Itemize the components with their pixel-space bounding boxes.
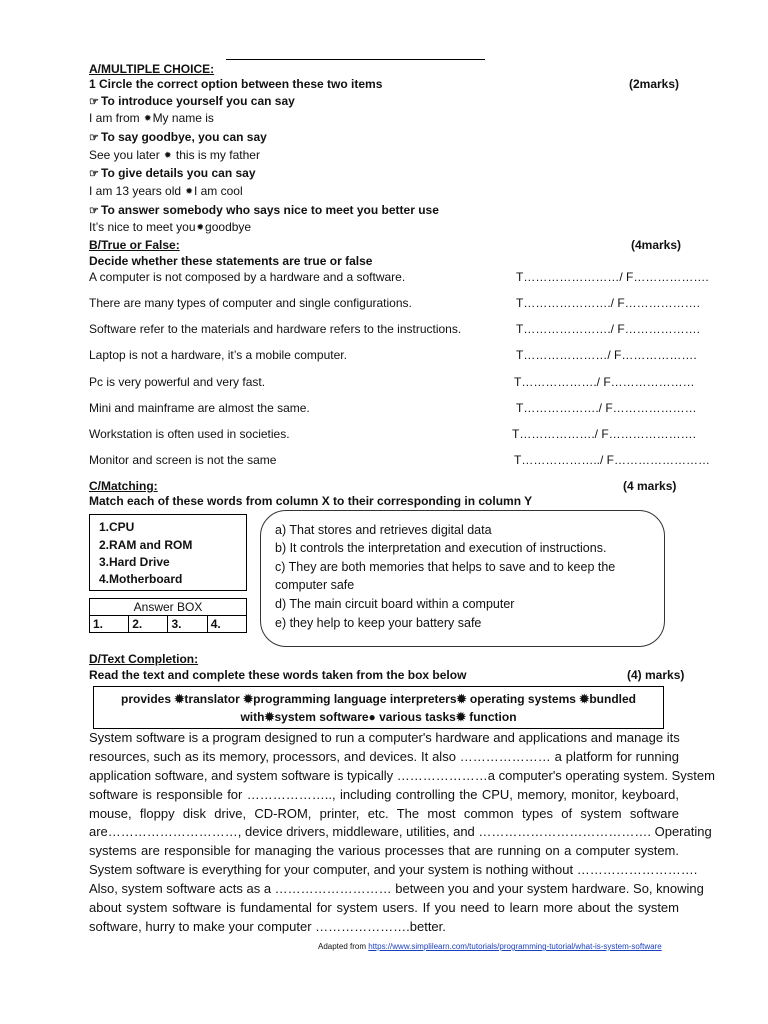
column-x-item: 1.CPU bbox=[99, 520, 135, 534]
paragraph-line: mouse, floppy disk drive, CD-ROM, printer, etc. The most common types of system software bbox=[89, 805, 679, 821]
column-x-box bbox=[89, 514, 247, 591]
option-two[interactable]: I am cool bbox=[193, 184, 243, 198]
question-prompt: ☞ To introduce yourself you can say bbox=[89, 94, 295, 108]
section-a-marks: (2marks) bbox=[629, 77, 680, 91]
answer-slot[interactable]: 1. bbox=[90, 616, 129, 633]
word-box-line: with✹system software● various tasks✹ function bbox=[240, 710, 517, 724]
section-d-heading: D/Text Completion: bbox=[89, 652, 199, 666]
question-prompt: ☞ To say goodbye, you can say bbox=[89, 130, 267, 144]
option-two[interactable]: My name is bbox=[152, 111, 214, 125]
bullet-dot-icon: ✹ bbox=[164, 150, 172, 160]
true-false-answer[interactable]: T………………./ F………………… bbox=[514, 375, 695, 389]
completion-paragraph bbox=[89, 729, 715, 937]
column-x-item: 2.RAM and ROM bbox=[99, 538, 193, 552]
section-c-instruction: Match each of these words from column X to their corresponding in column Y bbox=[89, 494, 533, 508]
answer-box-title: Answer BOX bbox=[90, 599, 247, 616]
paragraph-line: software, hurry to make your computer ………………….better. bbox=[89, 918, 446, 934]
name-line[interactable] bbox=[226, 59, 485, 60]
true-false-answer[interactable]: T…………………/ F………………. bbox=[516, 348, 697, 362]
pointing-hand-icon: ☞ bbox=[89, 96, 99, 108]
section-a-heading: A/MULTIPLE CHOICE: bbox=[89, 62, 215, 76]
statement-text: Pc is very powerful and very fast. bbox=[89, 375, 266, 389]
section-d-instruction: Read the text and complete these words taken from the box below bbox=[89, 668, 467, 682]
pointing-hand-icon: ☞ bbox=[89, 205, 99, 217]
answer-slot[interactable]: 2. bbox=[129, 616, 168, 633]
pointing-hand-icon: ☞ bbox=[89, 132, 99, 144]
question-options[interactable] bbox=[89, 184, 243, 198]
true-false-answer[interactable]: T……………………/ F………………. bbox=[516, 270, 709, 284]
column-y-item: c) They are both memories that helps to save and to keep the bbox=[275, 560, 616, 574]
option-two[interactable]: goodbye bbox=[205, 220, 252, 234]
question-prompt: ☞ To give details you can say bbox=[89, 166, 256, 180]
answer-box bbox=[89, 598, 247, 633]
paragraph-line: resources, such as its memory, processors, and devices. It also ………………… a platform for running bbox=[89, 748, 679, 764]
section-b-instruction: Decide whether these statements are true or false bbox=[89, 254, 373, 268]
true-false-answer[interactable]: T…………………./ F………………. bbox=[516, 322, 700, 336]
bullet-dot-icon: ✹ bbox=[196, 222, 205, 232]
column-y-item: b) It controls the interpretation and execution of instructions. bbox=[275, 541, 607, 555]
paragraph-line: software is responsible for ……………….., including controlling the CPU, memory, monitor, keyboard, bbox=[89, 786, 679, 802]
statement-text: Software refer to the materials and hardware refers to the instructions. bbox=[89, 322, 462, 336]
word-box-line: provides ✹translator ✹programming language interpreters✹ operating systems ✹bundled bbox=[121, 692, 636, 706]
true-false-answer[interactable]: T…………………./ F………………. bbox=[516, 296, 700, 310]
bullet-dot-icon: ✹ bbox=[185, 186, 193, 196]
question-options[interactable] bbox=[89, 111, 214, 125]
option-one[interactable]: See you later bbox=[89, 148, 164, 162]
true-false-answer[interactable]: T………………./ F………………… bbox=[516, 401, 697, 415]
paragraph-line: about system software is fundamental for system users. If you need to learn more about the system bbox=[89, 900, 679, 916]
answer-slot[interactable]: 4. bbox=[207, 616, 246, 633]
paragraph-line: System software is a program designed to run a computer's hardware and applications and manage its bbox=[89, 730, 680, 745]
statement-text: Laptop is not a hardware, it’s a mobile computer. bbox=[89, 348, 347, 362]
column-y-item: a) That stores and retrieves digital data bbox=[275, 523, 492, 537]
option-two[interactable]: this is my father bbox=[172, 148, 260, 162]
column-y-box bbox=[260, 510, 665, 647]
option-one[interactable]: I am 13 years old bbox=[89, 184, 185, 198]
statement-text: A computer is not composed by a hardware and a software. bbox=[89, 270, 406, 284]
section-a-instruction: 1 Circle the correct option between these two items bbox=[89, 77, 383, 91]
pointing-hand-icon: ☞ bbox=[89, 168, 99, 180]
paragraph-line: systems are responsible for managing the various processes that are running on a computer system. bbox=[89, 843, 679, 859]
column-y-item: computer safe bbox=[275, 578, 355, 592]
question-prompt: ☞ To answer somebody who says nice to meet you better use bbox=[89, 203, 439, 217]
column-y-item: d) The main circuit board within a computer bbox=[275, 597, 515, 611]
question-options[interactable] bbox=[89, 220, 251, 234]
section-b-marks: (4marks) bbox=[631, 238, 682, 252]
option-one[interactable]: I am from bbox=[89, 111, 144, 125]
column-x-item: 4.Motherboard bbox=[99, 572, 183, 586]
source-prefix: Adapted from bbox=[318, 942, 369, 951]
answer-slot[interactable]: 3. bbox=[168, 616, 207, 633]
bullet-dot-icon: ✹ bbox=[144, 113, 152, 123]
section-b-heading: B/True or False: bbox=[89, 238, 180, 252]
column-x-item: 3.Hard Drive bbox=[99, 555, 170, 569]
statement-text: Workstation is often used in societies. bbox=[89, 427, 290, 441]
paragraph-line: Also, system software acts as a ……………………… between you and your system hardware. So, knowing bbox=[89, 881, 704, 897]
true-false-answer[interactable]: T………………./ F…………………. bbox=[512, 427, 696, 441]
source-link[interactable]: https://www.simplilearn.com/tutorials/programming-tutorial/what-is-system-software bbox=[368, 942, 662, 951]
paragraph-line: are…………………………, device drivers, middleware, utilities, and …………………………………. Operating bbox=[89, 824, 712, 840]
paragraph-line: System software is everything for your computer, and your system is nothing without ………………………. bbox=[89, 862, 698, 878]
statement-text: There are many types of computer and single configurations. bbox=[89, 296, 412, 310]
source-credit bbox=[318, 942, 662, 951]
word-box bbox=[93, 686, 664, 729]
option-one[interactable]: It’s nice to meet you bbox=[89, 220, 196, 234]
section-c-marks: (4 marks) bbox=[623, 479, 677, 493]
statement-text: Mini and mainframe are almost the same. bbox=[89, 401, 310, 415]
question-options[interactable] bbox=[89, 148, 260, 162]
section-d-marks: (4) marks) bbox=[627, 668, 685, 682]
section-c-heading: C/Matching: bbox=[89, 479, 158, 493]
column-y-item: e) they help to keep your battery safe bbox=[275, 616, 482, 630]
paragraph-line: application software, and system software is typically …………………a computer's operating system. System bbox=[89, 767, 715, 783]
true-false-answer[interactable]: T………………../ F…………………… bbox=[514, 453, 710, 467]
statement-text: Monitor and screen is not the same bbox=[89, 453, 277, 467]
